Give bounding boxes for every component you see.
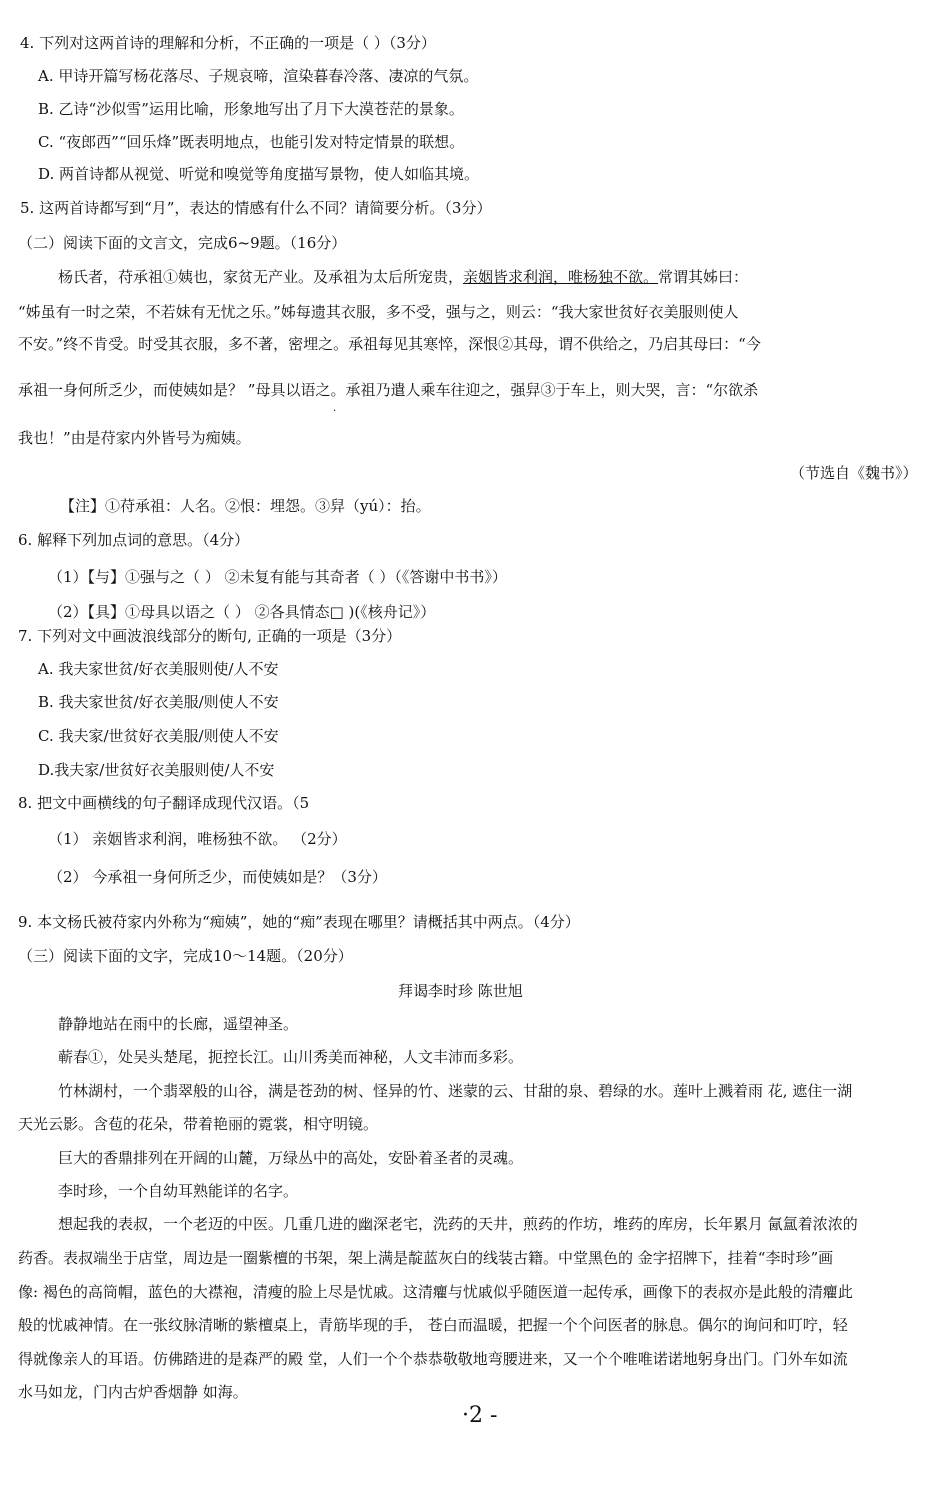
passage-text: 常谓其姊曰： (658, 268, 749, 286)
section-3-heading: （三）阅读下面的文字，完成10〜14题。（20分） (18, 947, 353, 965)
page-number: ·2 - (462, 1403, 498, 1428)
question-9: 9. 本文杨氏被苻家内外称为“痴姨”，她的“痴”表现在哪里？请概括其中两点。（4分） (18, 913, 580, 931)
article-paragraph: 水马如龙，门内古炉香烟静 如海。 (18, 1383, 248, 1401)
option-a: A. 我夫家世贫/好衣美服则使/人不安 (38, 660, 279, 678)
passage-line-3: 不安。”终不肯受。时受其衣服，多不著，密埋之。承祖每见其寒悴，深恨②其母，谓不供给之，乃启其母曰：“今 (18, 335, 761, 353)
article-paragraph: 静静地站在雨中的长廊，遥望神圣。 (58, 1015, 299, 1033)
article-paragraph: 竹林湖村，一个翡翠般的山谷，满是苍劲的树、怪异的竹、迷蒙的云、甘甜的泉、碧绿的水。莲叶上溅着雨 花, 遮住一湖 (58, 1082, 853, 1100)
option-b: B. 乙诗“沙似雪”运用比喻，形象地写出了月下大漠苍茫的景象。 (38, 100, 464, 118)
option-b: B. 我夫家世贫/好衣美服/则使人不安 (38, 693, 279, 711)
article-paragraph: 像: 褐色的高筒帽，蓝色的大襟袍，清瘦的脸上尽是忧戚。这清癯与忧戚似乎随医道一起传承，画像下的表叔亦是此般的清癯此 (18, 1283, 853, 1301)
article-paragraph: 药香。表叔端坐于店堂，周边是一圈紫檀的书架，架上满是靛蓝灰白的线装古籍。中堂黑色的 金字招牌下，挂着“李时珍”画 (18, 1249, 834, 1267)
article-paragraph: 得就像亲人的耳语。仿佛踏进的是森严的殿 堂，人们一个个恭恭敬敬地弯腰进来，又一个个唯唯诺诺地躬身出门。门外车如流 (18, 1350, 848, 1368)
question-6-item-1: （1）【与】①强与之（ ） ②未复有能与其奇者（ ）（《答谢中书书》） (48, 568, 507, 586)
option-c: C. 我夫家/世贫好衣美服/则使人不安 (38, 727, 279, 745)
passage-line-1 (58, 267, 748, 287)
option-c: C. “夜郎西”“回乐烽”既表明地点，也能引发对特定情景的联想。 (38, 133, 465, 151)
article-paragraph: 巨大的香鼎排列在开阔的山麓，万绿丛中的高处，安卧着圣者的灵魂。 (58, 1149, 524, 1167)
article-paragraph: 李时珍，一个自幼耳熟能详的名字。 (58, 1182, 299, 1200)
passage-line-4: 承祖一身何所乏少，而使姨如是？ ”母具以语之。承祖乃遣人乘车往迎之，强舁③于车上，则大哭，言：“尔欲杀 (18, 381, 759, 399)
question-6-stem: 6. 解释下列加点词的意思。（4分） (18, 531, 250, 549)
passage-line-2: “姊虽有一时之荣，不若妹有无忧之乐。”姊每遗其衣服，多不受，强与之，则云：“我大家世贫好衣美服则使人 (18, 303, 739, 321)
question-8-item-1: （1） 亲姻皆求利润，唯杨独不欲。 （2分） (48, 830, 347, 848)
question-5: 5. 这两首诗都写到“月”，表达的情感有什么不同？请简要分析。（3分） (20, 199, 492, 217)
article-paragraph: 般的忧戚神情。在一张纹脉清晰的紫檀桌上，青筋毕现的手， 苍白而温暖，把握一个个问医者的脉息。偶尔的询问和叮咛，轻 (18, 1316, 848, 1334)
article-paragraph: 蕲春①，处吴头楚尾，扼控长江。山川秀美而神秘，人文丰沛而多彩。 (58, 1048, 524, 1066)
option-d: D.我夫家/世贫好衣美服则使/人不安 (38, 761, 275, 779)
question-8-stem: 8. 把文中画横线的句子翻译成现代汉语。（5 (18, 794, 310, 812)
emphasis-dot: · (333, 406, 337, 417)
article-paragraph: 想起我的表叔，一个老迈的中医。几重几进的幽深老宅，洗药的天井，煎药的作坊，堆药的库房，长年累月 氤氲着浓浓的 (58, 1215, 858, 1233)
passage-line-5: 我也！”由是苻家内外皆号为痴姨。 (18, 429, 251, 447)
question-4-stem: 4. 下列对这两首诗的理解和分析，不正确的一项是（ ）（3分） (20, 34, 436, 52)
annotation-note: 【注】①苻承祖：人名。②恨：埋怨。③舁（yú）：抬。 (60, 497, 431, 515)
article-paragraph: 天光云影。含苞的花朵，带着艳丽的霓裳，相守明镜。 (18, 1115, 379, 1133)
underlined-sentence: 亲姻皆求利润，唯杨独不欲。 (463, 268, 659, 286)
option-d: D. 两首诗都从视觉、听觉和嗅觉等角度描写景物，使人如临其境。 (38, 165, 480, 183)
option-a: A. 甲诗开篇写杨花落尽、子规哀啼，渲染暮春冷落、凄凉的气氛。 (38, 67, 479, 85)
section-2-heading: （二）阅读下面的文言文，完成6~9题。（16分） (18, 234, 347, 252)
question-8-item-2: （2） 今承祖一身何所乏少，而使姨如是？（3分） (48, 868, 387, 886)
source-citation: （节选自《魏书》） (790, 464, 918, 482)
question-7-stem: 7. 下列对文中画波浪线部分的断句, 正确的一项是（3分） (18, 627, 402, 645)
article-title: 拜谒李时珍 陈世旭 (398, 982, 523, 1000)
passage-text: 杨氏者，苻承祖①姨也，家贫无产业。及承祖为太后所宠贵， (58, 268, 464, 286)
question-6-item-2: （2）【具】①母具以语之（ ） ②各具情态□ )(《核舟记》） (48, 603, 436, 621)
